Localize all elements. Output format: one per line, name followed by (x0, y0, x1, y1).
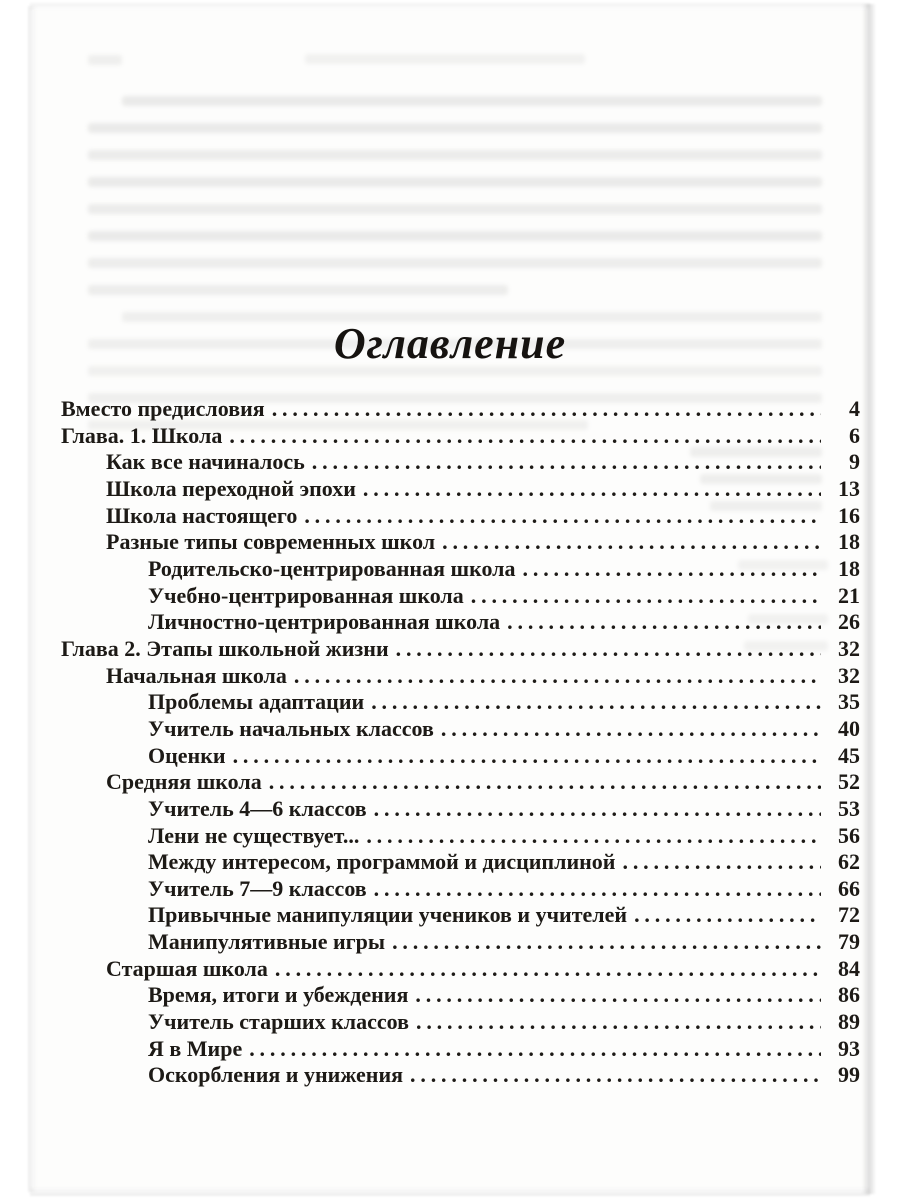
dot-leader (374, 796, 821, 823)
toc-entry-label: Разные типы современных школ (106, 529, 436, 555)
toc-row (0, 556, 900, 583)
dot-leader (507, 609, 821, 636)
toc-page-number: 32 (838, 662, 860, 688)
toc-page-number: 13 (838, 475, 860, 501)
toc-entry-label: Я в Мире (148, 1035, 243, 1061)
toc-entry-label: Школа переходной эпохи (106, 475, 356, 501)
toc-entry-label: Проблемы адаптации (148, 689, 365, 715)
toc-row (0, 503, 900, 530)
dot-leader (294, 663, 821, 690)
toc-page-number: 53 (838, 795, 860, 821)
dot-leader (416, 1009, 821, 1036)
toc-entry-label: Учитель старших классов (148, 1009, 409, 1035)
toc-row (0, 956, 900, 983)
toc-page-number: 18 (838, 555, 860, 581)
toc-page-number: 72 (838, 902, 860, 928)
toc-row (0, 902, 900, 929)
toc-entry-label: Оценки (148, 742, 226, 768)
toc-entry-label: Оскорбления и унижения (148, 1062, 404, 1088)
toc-entry-label: Школа настоящего (106, 502, 298, 528)
toc-entry-label: Между интересом, программой и дисциплиной (148, 849, 616, 875)
dot-leader (471, 583, 821, 610)
toc-page-number: 32 (838, 635, 860, 661)
toc-entry-label: Начальная школа (106, 662, 287, 688)
toc-row (0, 982, 900, 1009)
dot-leader (634, 902, 821, 929)
toc-page-number: 18 (838, 529, 860, 555)
toc-entry-label: Глава. 1. Школа (61, 422, 223, 448)
toc-entry-label: Глава 2. Этапы школьной жизни (61, 635, 389, 661)
dot-leader (249, 1036, 821, 1063)
table-of-contents (0, 396, 900, 1089)
dot-leader (366, 823, 821, 850)
toc-row (0, 876, 900, 903)
toc-row (0, 823, 900, 850)
toc-row (0, 929, 900, 956)
toc-chapter-row (0, 423, 900, 450)
dot-leader (233, 743, 821, 770)
toc-page-number: 21 (838, 582, 860, 608)
dot-leader (415, 982, 821, 1009)
dot-leader (304, 503, 821, 530)
toc-page-number: 79 (838, 929, 860, 955)
toc-entry-label: Учитель 7—9 классов (148, 875, 367, 901)
dot-leader (312, 449, 821, 476)
toc-row (0, 743, 900, 770)
toc-entry-label: Учебно-центрированная школа (148, 582, 464, 608)
dot-leader (229, 423, 821, 450)
toc-page-number: 35 (838, 689, 860, 715)
toc-row (0, 849, 900, 876)
toc-chapter-row (0, 636, 900, 663)
toc-entry-label: Лени не существует... (148, 822, 360, 848)
toc-row (0, 396, 900, 423)
toc-page-number: 4 (849, 396, 860, 421)
toc-row (0, 1036, 900, 1063)
toc-page-number: 40 (838, 715, 860, 741)
dot-leader (269, 769, 821, 796)
toc-row (0, 689, 900, 716)
dot-leader (442, 529, 821, 556)
dot-leader (410, 1062, 821, 1089)
dot-leader (523, 556, 821, 583)
toc-page-number: 84 (838, 955, 860, 981)
toc-page-number: 89 (838, 1009, 860, 1035)
toc-row (0, 796, 900, 823)
toc-entry-label: Время, итоги и убеждения (148, 982, 409, 1008)
toc-page-number: 56 (838, 822, 860, 848)
toc-page-number: 99 (838, 1062, 860, 1088)
dot-leader (374, 876, 821, 903)
toc-row (0, 476, 900, 503)
dot-leader (363, 476, 821, 503)
dot-leader (275, 956, 821, 983)
dot-leader (622, 849, 821, 876)
toc-page-number: 86 (838, 982, 860, 1008)
toc-entry-label: Учитель начальных классов (148, 715, 434, 741)
toc-page-number: 62 (838, 849, 860, 875)
dot-leader (441, 716, 821, 743)
toc-entry-label: Родительско-центрированная школа (148, 555, 516, 581)
dot-leader (392, 929, 821, 956)
toc-page-number: 26 (838, 609, 860, 635)
toc-entry-label: Манипулятивные игры (148, 929, 386, 955)
toc-page-number: 52 (838, 769, 860, 795)
toc-row (0, 583, 900, 610)
dot-leader (371, 689, 821, 716)
toc-page-number: 6 (849, 422, 860, 448)
toc-row (0, 609, 900, 636)
toc-entry-label: Учитель 4—6 классов (148, 795, 367, 821)
toc-entry-label: Привычные манипуляции учеников и учителей (148, 902, 628, 928)
toc-page-number: 16 (838, 502, 860, 528)
toc-page-number: 9 (849, 449, 860, 475)
dot-leader (272, 396, 821, 423)
toc-entry-label: Средняя школа (106, 769, 262, 795)
toc-entry-label: Вместо предисловия (61, 396, 265, 421)
toc-row (0, 529, 900, 556)
toc-row (0, 1062, 900, 1089)
toc-page-number: 45 (838, 742, 860, 768)
toc-row (0, 716, 900, 743)
toc-page-number: 66 (838, 875, 860, 901)
toc-row (0, 1009, 900, 1036)
toc-row (0, 663, 900, 690)
toc-row (0, 449, 900, 476)
dot-leader (396, 636, 821, 663)
page-title: Оглавление (333, 319, 567, 368)
toc-entry-label: Личностно-центрированная школа (148, 609, 501, 635)
toc-page-number: 93 (838, 1035, 860, 1061)
toc-entry-label: Старшая школа (106, 955, 268, 981)
toc-row (0, 769, 900, 796)
toc-entry-label: Как все начиналось (106, 449, 305, 475)
